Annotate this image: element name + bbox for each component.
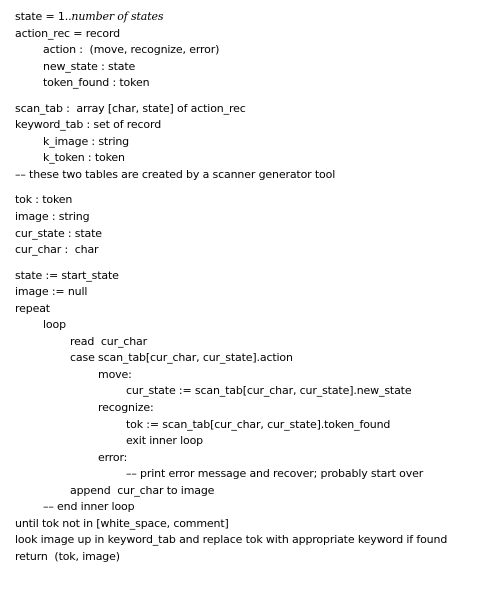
code-line bbox=[15, 75, 485, 92]
pseudocode-listing bbox=[15, 9, 485, 566]
code-text: case scan_tab[cur_char, cur_state].action bbox=[70, 351, 293, 365]
block-spacer bbox=[15, 183, 485, 192]
code-line bbox=[15, 167, 485, 184]
code-text: action_rec = record bbox=[15, 26, 120, 40]
code-text: cur_char : char bbox=[15, 243, 99, 257]
code-text: error: bbox=[98, 450, 128, 464]
code-text: image : string bbox=[15, 210, 90, 224]
code-line bbox=[15, 549, 485, 566]
code-line bbox=[15, 367, 485, 384]
code-text: token_found : token bbox=[43, 76, 150, 90]
code-text: tok := scan_tab[cur_char, cur_state].token_found bbox=[126, 417, 391, 431]
code-line bbox=[15, 9, 485, 26]
code-line bbox=[15, 400, 485, 417]
code-line bbox=[15, 26, 485, 43]
block-spacer bbox=[15, 92, 485, 101]
code-line bbox=[15, 209, 485, 226]
code-line bbox=[15, 134, 485, 151]
code-text: –– print error message and recover; probably start over bbox=[126, 467, 424, 481]
code-text: return (tok, image) bbox=[15, 549, 120, 563]
code-line bbox=[15, 350, 485, 367]
code-text: –– end inner loop bbox=[43, 500, 135, 514]
code-line bbox=[15, 317, 485, 334]
code-text: loop bbox=[43, 318, 66, 332]
code-text: keyword_tab : set of record bbox=[15, 118, 162, 132]
italic-text: number of states bbox=[71, 10, 164, 23]
code-line bbox=[15, 466, 485, 483]
code-line bbox=[15, 483, 485, 500]
code-line bbox=[15, 499, 485, 516]
code-text: state = 1.. bbox=[15, 10, 72, 23]
code-text: k_image : string bbox=[43, 134, 130, 148]
code-line bbox=[15, 59, 485, 76]
code-text: cur_state : state bbox=[15, 226, 102, 240]
code-line bbox=[15, 516, 485, 533]
code-text: append cur_char to image bbox=[70, 483, 215, 497]
code-text: recognize: bbox=[98, 401, 154, 415]
code-line bbox=[15, 268, 485, 285]
code-text: cur_state := scan_tab[cur_char, cur_state].new_state bbox=[126, 384, 412, 398]
code-block bbox=[15, 268, 485, 566]
code-text: k_token : token bbox=[43, 151, 125, 165]
code-line bbox=[15, 417, 485, 434]
code-text: –– these two tables are created by a scanner generator tool bbox=[15, 167, 336, 181]
code-text: read cur_char bbox=[70, 334, 147, 348]
block-spacer bbox=[15, 259, 485, 268]
code-line bbox=[15, 117, 485, 134]
code-text: new_state : state bbox=[43, 59, 136, 73]
code-block bbox=[15, 9, 485, 92]
code-line bbox=[15, 242, 485, 259]
code-line bbox=[15, 334, 485, 351]
code-line bbox=[15, 284, 485, 301]
code-text: scan_tab : array [char, state] of action_rec bbox=[15, 101, 246, 115]
code-text: tok : token bbox=[15, 193, 73, 207]
code-line bbox=[15, 532, 485, 549]
code-line bbox=[15, 301, 485, 318]
code-text: image := null bbox=[15, 285, 88, 299]
code-line bbox=[15, 383, 485, 400]
code-line bbox=[15, 450, 485, 467]
code-block bbox=[15, 192, 485, 258]
code-text: until tok not in [white_space, comment] bbox=[15, 516, 229, 530]
code-block bbox=[15, 101, 485, 184]
code-line bbox=[15, 433, 485, 450]
code-line bbox=[15, 101, 485, 118]
code-text: action : (move, recognize, error) bbox=[43, 43, 220, 57]
code-text: repeat bbox=[15, 301, 50, 315]
code-text: exit inner loop bbox=[126, 434, 203, 448]
code-text: look image up in keyword_tab and replace tok with appropriate keyword if found bbox=[15, 533, 448, 547]
code-line bbox=[15, 150, 485, 167]
code-line bbox=[15, 42, 485, 59]
code-line bbox=[15, 226, 485, 243]
code-line bbox=[15, 192, 485, 209]
code-text: state := start_state bbox=[15, 268, 119, 282]
code-text: move: bbox=[98, 367, 132, 381]
